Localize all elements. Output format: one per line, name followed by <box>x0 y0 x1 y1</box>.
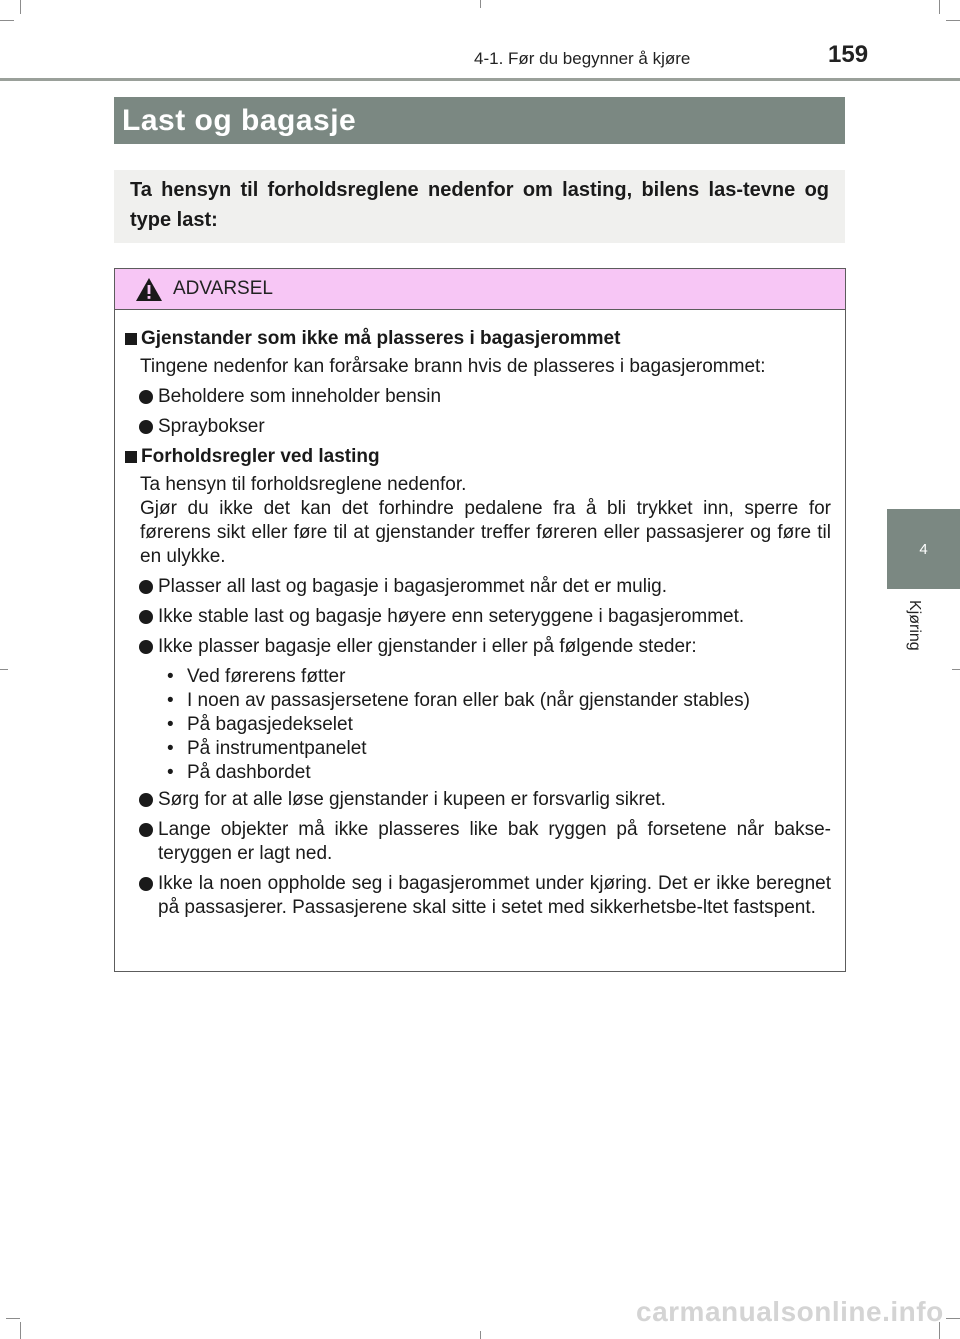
crop-mark <box>480 1331 481 1339</box>
square-bullet-icon <box>125 333 137 345</box>
circle-bullet-icon <box>139 580 153 594</box>
page-title-bar <box>114 97 845 144</box>
sub-list-item: • På instrumentpanelet <box>167 738 367 759</box>
intro-box <box>114 170 845 243</box>
warning-header <box>115 269 845 310</box>
section-title: Gjenstander som ikke må plasseres i bagasjerommet <box>125 327 831 351</box>
section-heading: 4-1. Før du begynner å kjøre <box>474 49 691 68</box>
intro-text: Ta hensyn til forholdsreglene nedenfor om lasting, bilens las-tevne og type last: <box>130 179 829 231</box>
list-item: Ikke stable last og bagasje høyere enn seteryggene i bagasjerommet. <box>125 605 831 629</box>
warning-box <box>114 268 846 972</box>
list-item: Sørg for at alle løse gjenstander i kupeen er forsvarlig sikret. <box>125 788 831 812</box>
chapter-label: Kjøring <box>906 600 923 651</box>
watermark: carmanualsonline.info <box>636 1296 944 1327</box>
page-number: 159 <box>828 41 869 68</box>
circle-bullet-icon <box>139 640 153 654</box>
list-item: Plasser all last og bagasje i bagasjerommet når det er mulig. <box>125 575 831 599</box>
crop-mark <box>0 669 8 670</box>
sub-list-item: • I noen av passasjersetene foran eller bak (når gjenstander stables) <box>167 690 750 711</box>
section-text: Gjør du ikke det kan det forhindre pedalene fra å bli trykket inn, sperre for førerens sikt eller føre til at gjenstander treffer føreren eller passasjerer og føre til en ulykke. <box>140 498 831 567</box>
circle-bullet-icon <box>139 610 153 624</box>
crop-mark <box>6 1318 20 1319</box>
list-item: Spraybokser <box>125 415 831 439</box>
section-text: Ta hensyn til forholdsreglene nedenfor. <box>140 474 467 495</box>
list-item: Beholdere som inneholder bensin <box>125 385 831 409</box>
circle-bullet-icon <box>139 877 153 891</box>
sub-list <box>125 665 831 785</box>
chapter-tab <box>887 509 960 589</box>
circle-bullet-icon <box>139 390 153 404</box>
crop-mark <box>0 20 14 21</box>
dot-bullet-icon: • <box>167 666 174 687</box>
crop-mark <box>946 1318 960 1319</box>
section-text: Tingene nedenfor kan forårsake brann hvis de plasseres i bagasjerommet: <box>140 356 766 377</box>
warning-label: ADVARSEL <box>173 278 273 299</box>
crop-mark <box>20 0 21 14</box>
section-title: Forholdsregler ved lasting <box>125 445 831 469</box>
list-item: Ikke plasser bagasje eller gjenstander i eller på følgende steder: <box>125 635 831 659</box>
circle-bullet-icon <box>139 823 153 837</box>
chapter-number: 4 <box>919 540 928 558</box>
sub-list-item: • På bagasjedekselet <box>167 714 353 735</box>
sub-list-item: • Ved førerens føtter <box>167 666 346 687</box>
dot-bullet-icon: • <box>167 714 174 735</box>
list-item: Lange objekter må ikke plasseres like bak ryggen på forsetene når bakse-teryggen er lagt ned. <box>125 818 831 866</box>
square-bullet-icon <box>125 451 137 463</box>
crop-mark <box>952 669 960 670</box>
circle-bullet-icon <box>139 420 153 434</box>
page-title: Last og bagasje <box>122 103 357 137</box>
list-item: Ikke la noen oppholde seg i bagasjerommet under kjøring. Det er ikke beregnet på passasjerer. Passasjerene skal sitte i setet med sikkerhetsbe-ltet fastspent. <box>125 872 831 920</box>
crop-mark <box>20 1322 21 1339</box>
dot-bullet-icon: • <box>167 738 174 759</box>
dot-bullet-icon: • <box>167 690 174 711</box>
header-divider <box>0 78 960 81</box>
crop-mark <box>946 20 960 21</box>
circle-bullet-icon <box>139 793 153 807</box>
crop-mark <box>480 0 481 8</box>
warning-triangle-icon <box>135 277 163 307</box>
warning-body <box>115 310 845 920</box>
crop-mark <box>939 0 940 14</box>
dot-bullet-icon: • <box>167 762 174 783</box>
sub-list-item: • På dashbordet <box>167 762 311 783</box>
